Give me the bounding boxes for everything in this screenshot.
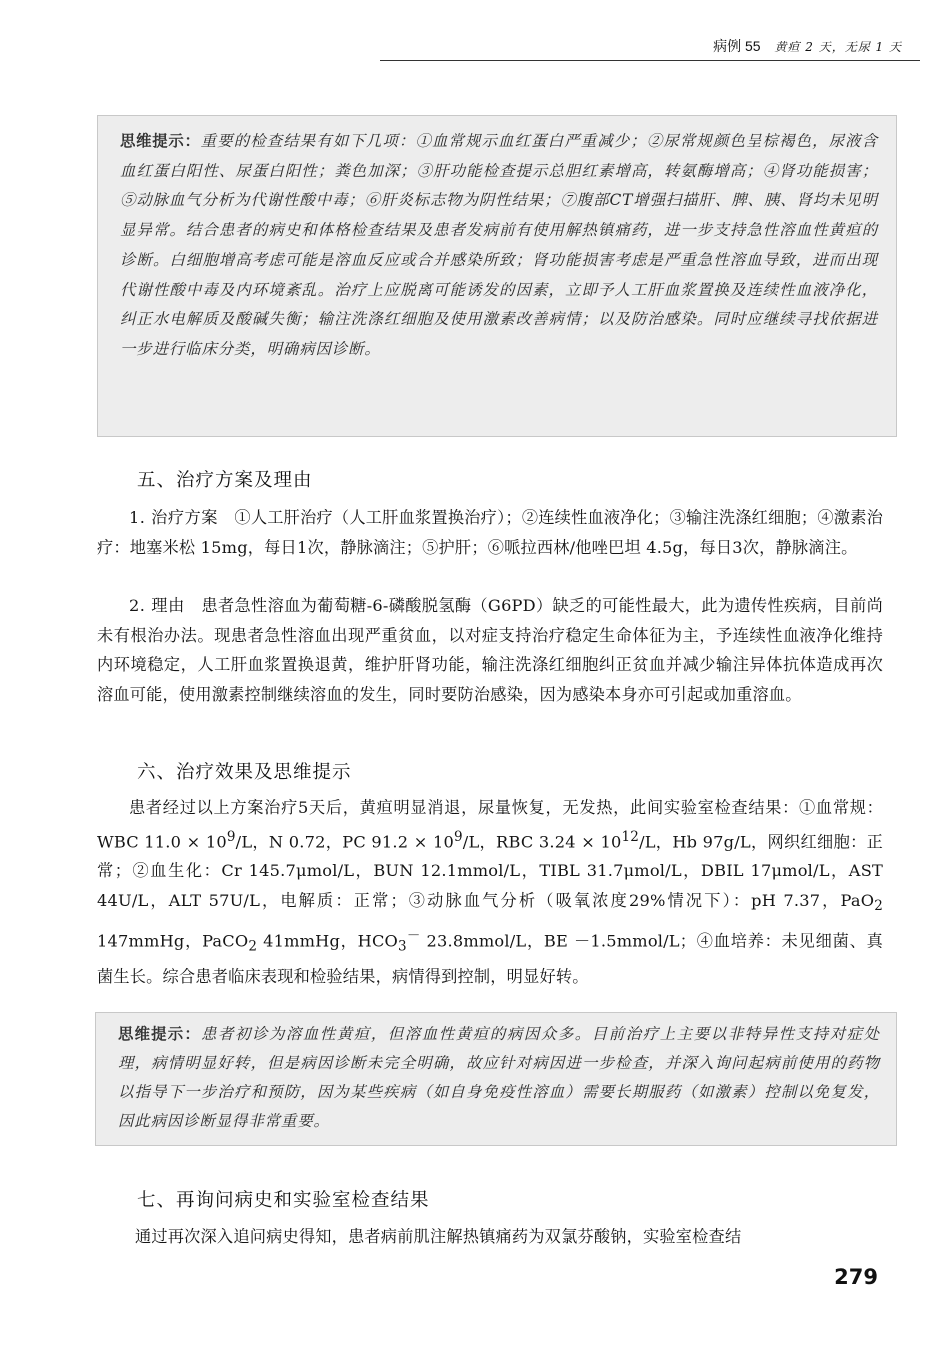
treatment-reason-paragraph — [97, 591, 883, 709]
effect-text-e: 147mmHg，PaCO — [97, 931, 249, 951]
running-header-text — [713, 36, 902, 56]
subscript: 2 — [874, 898, 883, 915]
case-label: 病例 55 — [713, 38, 761, 54]
plan-label: 1. 治疗方案 — [129, 508, 218, 527]
subscript: 3 — [398, 938, 407, 955]
plan-text: ①人工肝治疗（人工肝血浆置换治疗）；②连续性血液净化；③输注洗涤红细胞；④激素治疗：地塞米松 15mg，每日1次，静脉滴注；⑤护肝；⑥哌拉西林/他唑巴坦 4.5g，每日3次，静脉滴注。 — [97, 508, 883, 557]
exponent: 9 — [454, 828, 463, 845]
section-heading-re-inquiry: 七、再询问病史和实验室检查结果 — [137, 1190, 430, 1211]
section-heading-treatment-plan: 五、治疗方案及理由 — [137, 470, 313, 491]
effect-text-d: /L，Hb 97g/L，网织红细胞：正常；②血生化：Cr 145.7μmol/L，BUN 12.1mmol/L，TIBL 31.7μmol/L，DBIL 17μmol/L，AST 44U/L，ALT 57U/L，电解质：正常；③动脉血气分析（吸氧浓度29%情况下）：pH 7.37，PaO — [97, 831, 884, 910]
effect-text-c: /L，RBC 3.24 × 10 — [462, 831, 622, 851]
tip-label: 思维提示： — [120, 132, 201, 150]
thinking-tip-box-2 — [95, 1012, 897, 1146]
re-inquiry-paragraph: 通过再次深入追问病史得知，患者病前肌注解热镇痛药为双氯芬酸钠，实验室检查结 — [135, 1227, 742, 1246]
tip-label: 思维提示： — [118, 1025, 201, 1043]
section-heading-treatment-effect: 六、治疗效果及思维提示 — [137, 762, 352, 783]
running-header — [380, 30, 920, 64]
reason-text: 患者急性溶血为葡萄糖-6-磷酸脱氢酶（G6PD）缺乏的可能性最大，此为遗传性疾病，目前尚未有根治办法。现患者急性溶血出现严重贫血，以对症支持治疗稳定生命体征为主，予连续性血液净化维持内环境稳定，人工肝血浆置换退黄，维护肝肾功能，输注洗涤红细胞纠正贫血并减少输注异体抗体造成再次溶血可能，使用激素控制继续溶血的发生，同时要防治感染，因为感染本身亦可引起或加重溶血。 — [97, 596, 883, 704]
tip-text: 患者初诊为溶血性黄疸，但溶血性黄疸的病因众多。目前治疗上主要以非特异性支持对症处理，病情明显好转，但是病因诊断未完全明确，故应针对病因进一步检查，并深入询问起病前使用的药物以指导下一步治疗和预防，因为某些疾病（如自身免疫性溶血）需要长期服药（如激素）控制以免复发，因此病因诊断显得非常重要。 — [118, 1025, 880, 1130]
effect-text-f: 41mmHg，HCO — [257, 931, 399, 951]
treatment-plan-paragraph — [97, 503, 883, 562]
charge-superscript: － — [406, 927, 421, 944]
exponent: 12 — [621, 828, 640, 845]
subscript: 2 — [248, 938, 258, 955]
effect-text-b: /L，N 0.72，PC 91.2 × 10 — [235, 831, 454, 851]
page-number: 279 — [834, 1265, 878, 1289]
exponent: 9 — [226, 828, 236, 845]
thinking-tip-box-1 — [97, 115, 897, 437]
treatment-effect-paragraph — [97, 793, 883, 991]
reason-label: 2. 理由 — [129, 596, 185, 615]
tip-text: 重要的检查结果有如下几项：①血常规示血红蛋白严重减少；②尿常规颜色呈棕褐色，尿液含血红蛋白阳性、尿蛋白阳性；粪色加深；③肝功能检查提示总胆红素增高，转氨酶增高；④肾功能损害；⑤动脉血气分析为代谢性酸中毒；⑥肝炎标志物为阴性结果；⑦腹部CT增强扫描肝、脾、胰、肾均未见明显异常。结合患者的病史和体格检查结果及患者发病前有使用解热镇痛药，进一步支持急性溶血性黄疸的诊断。白细胞增高考虑可能是溶血反应或合并感染所致；肾功能损害考虑是严重急性溶血导致，进而出现代谢性酸中毒及内环境紊乱。治疗上应脱离可能诱发的因素，立即予人工肝血浆置换及连续性血液净化，纠正水电解质及酸碱失衡；输注洗涤红细胞及使用激素改善病情；以及防治感染。同时应继续寻找依据进一步进行临床分类，明确病因诊断。 — [120, 132, 878, 358]
effect-text-a: 患者经过以上方案治疗5天后，黄疸明显消退，尿量恢复，无发热，此间实验室检查结果：①血常规：WBC 11.0 × 10 — [97, 798, 883, 851]
case-title: 黄疸 2 天，无尿 1 天 — [774, 40, 902, 54]
effect-text-g: 23.8mmol/L，BE －1.5mmol/L；④血培养：未见细菌、真菌生长。综合患者临床表现和检验结果，病情得到控制，明显好转。 — [97, 931, 883, 986]
header-rule — [380, 60, 920, 61]
